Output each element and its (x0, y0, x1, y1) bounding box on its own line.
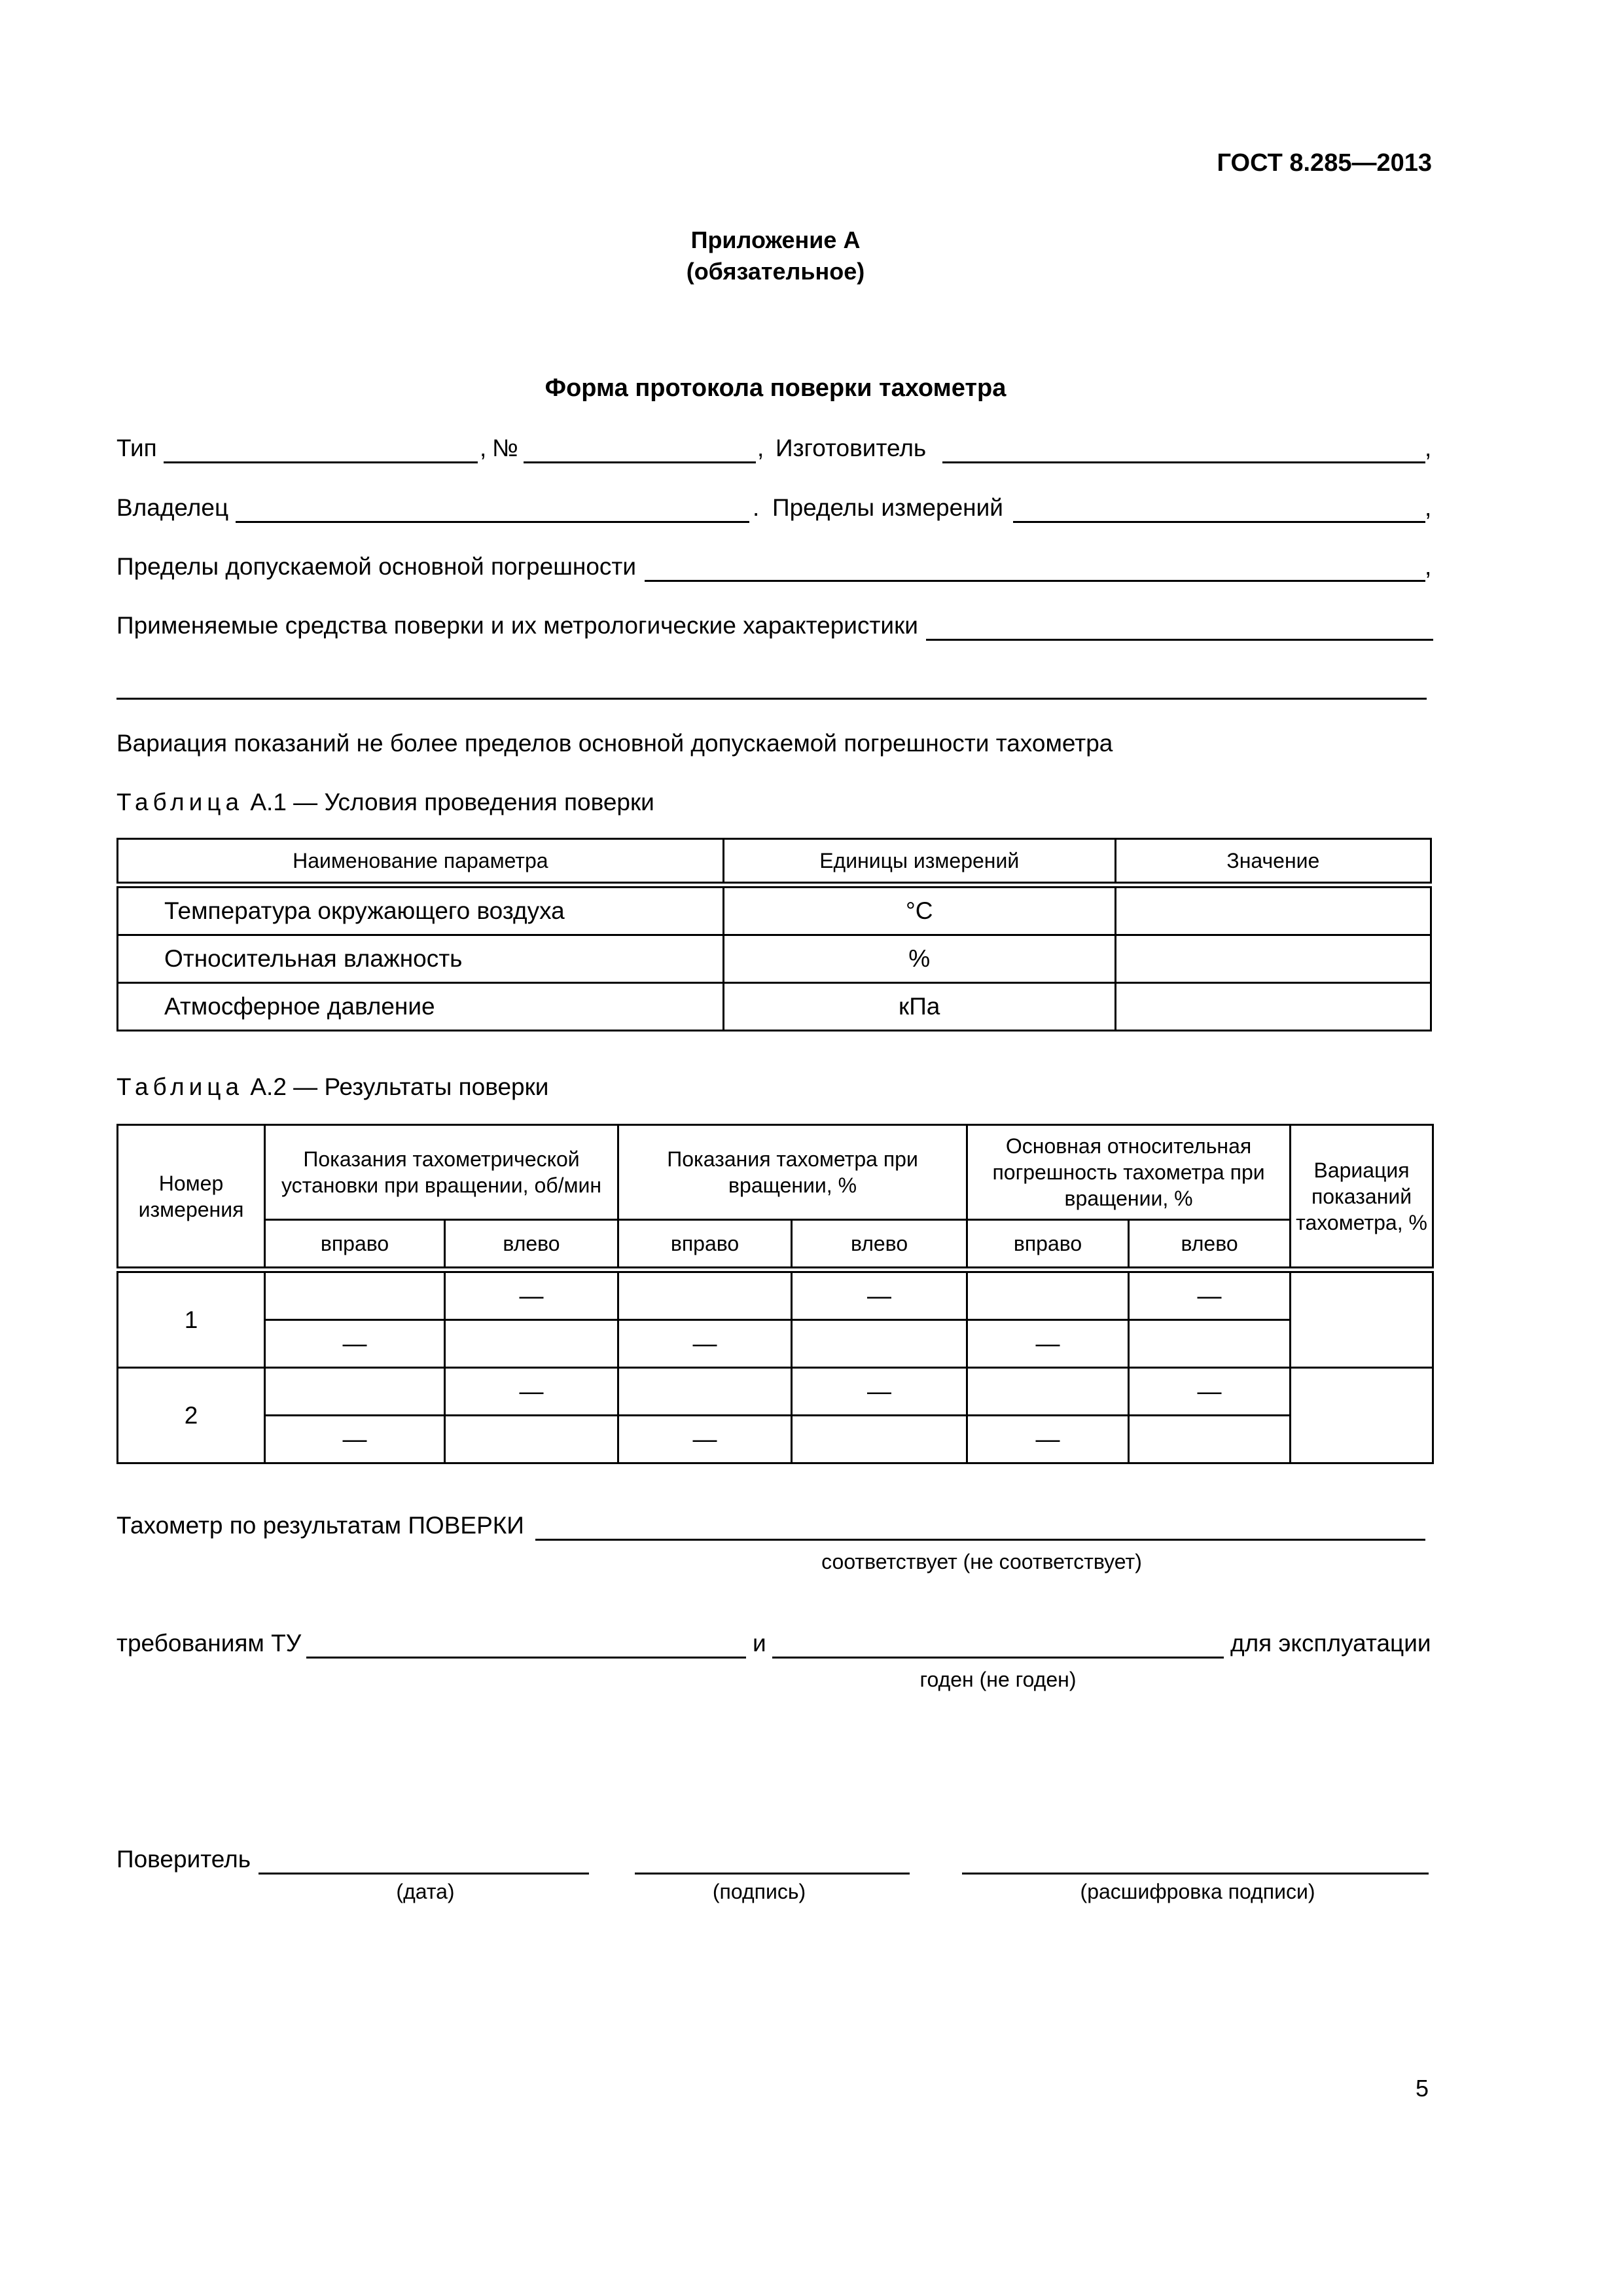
period-1: . (753, 494, 760, 521)
table-row (118, 885, 1431, 935)
table-row (118, 935, 1431, 983)
tools-label: Применяемые средства поверки и их метрологические характеристики (116, 612, 918, 639)
table2-header-tachometer: Показания тахометра при вращении, % (618, 1125, 967, 1220)
tools-field[interactable] (926, 639, 1433, 641)
dash-cell: — (445, 1368, 618, 1416)
fitness-hint: годен (не годен) (919, 1668, 1077, 1691)
comma-2: , (757, 435, 764, 461)
result-cell[interactable] (445, 1416, 618, 1463)
table1-row-unit: кПа (723, 983, 1115, 1031)
number-field[interactable] (524, 461, 756, 463)
table1-row-name: Атмосферное давление (118, 983, 724, 1031)
dash-cell: — (1129, 1368, 1291, 1416)
results-table (116, 1124, 1434, 1464)
dash-cell: — (265, 1416, 445, 1463)
table-row (118, 1320, 1433, 1368)
table1-row-value[interactable] (1115, 935, 1431, 983)
signature-field[interactable] (635, 1873, 910, 1874)
range-field[interactable] (1013, 521, 1425, 523)
result-cell[interactable] (265, 1270, 445, 1320)
table2-header-number: Номер измерения (118, 1125, 265, 1270)
result-cell[interactable] (618, 1270, 792, 1320)
table2-sub-left: влево (792, 1220, 967, 1270)
table1-row-name: Относительная влажность (118, 935, 724, 983)
type-label: Тип (116, 435, 157, 461)
table2-header-installation: Показания тахометрической установки при вращении, об/мин (265, 1125, 618, 1220)
name-decode-field[interactable] (962, 1873, 1429, 1874)
comma-4: , (1425, 494, 1432, 521)
result-hint: соответствует (не соответствует) (821, 1550, 1142, 1573)
variation-note: Вариация показаний не более пределов основной допускаемой погрешности тахометра (116, 730, 1113, 757)
dash-cell: — (792, 1368, 967, 1416)
conditions-table (116, 838, 1432, 1031)
dash-cell: — (1129, 1270, 1291, 1320)
result-cell[interactable] (265, 1368, 445, 1416)
table2-caption (116, 1073, 548, 1101)
appendix-status: (обязательное) (686, 258, 865, 285)
table-row (118, 1270, 1433, 1320)
variation-cell[interactable] (1291, 1368, 1433, 1463)
result-cell[interactable] (1129, 1320, 1291, 1368)
error-field[interactable] (645, 580, 1425, 582)
manufacturer-field[interactable] (942, 461, 1425, 463)
table1-row-unit: % (723, 935, 1115, 983)
table-row (118, 1416, 1433, 1463)
manufacturer-label: Изготовитель (776, 435, 927, 461)
comma-1: , (480, 435, 487, 461)
table1-row-value[interactable] (1115, 885, 1431, 935)
operation-label: для эксплуатации (1230, 1630, 1431, 1657)
number-label: № (492, 435, 518, 461)
result-cell[interactable] (1129, 1416, 1291, 1463)
table-row (118, 1368, 1433, 1416)
result-label: Тахометр по результатам ПОВЕРКИ (116, 1512, 524, 1539)
table2-caption-text: А.2 — Результаты поверки (243, 1073, 549, 1100)
table1-row-value[interactable] (1115, 983, 1431, 1031)
comma-3: , (1425, 435, 1432, 461)
table1-row-unit: °С (723, 885, 1115, 935)
dash-cell: — (792, 1270, 967, 1320)
result-cell[interactable] (445, 1320, 618, 1368)
table2-sub-right: вправо (967, 1220, 1129, 1270)
table1-header-parameter: Наименование параметра (118, 839, 724, 886)
name-decode-hint: (расшифровка подписи) (1080, 1880, 1315, 1903)
result-cell[interactable] (967, 1270, 1129, 1320)
result-cell[interactable] (967, 1368, 1129, 1416)
requirements-field[interactable] (306, 1657, 746, 1659)
signature-hint: (подпись) (712, 1880, 806, 1903)
range-label: Пределы измерений (772, 494, 1003, 521)
verifier-label: Поверитель (116, 1846, 251, 1873)
owner-label: Владелец (116, 494, 229, 521)
fitness-field[interactable] (772, 1657, 1224, 1659)
table2-sub-left: влево (445, 1220, 618, 1270)
dash-cell: — (618, 1320, 792, 1368)
date-hint: (дата) (396, 1880, 455, 1903)
table2-sub-right: вправо (265, 1220, 445, 1270)
error-label: Пределы допускаемой основной погрешности (116, 553, 637, 580)
comma-5: , (1425, 553, 1432, 580)
table1-row-name: Температура окружающего воздуха (118, 885, 724, 935)
table1-caption (116, 789, 654, 816)
document-code: ГОСТ 8.285—2013 (1217, 149, 1432, 177)
result-field[interactable] (535, 1539, 1425, 1541)
tools-field-continuation[interactable] (116, 698, 1427, 700)
table1-header-value: Значение (1115, 839, 1431, 886)
page-number: 5 (1416, 2075, 1429, 2102)
dash-cell: — (618, 1416, 792, 1463)
table-row (118, 983, 1431, 1031)
date-field[interactable] (259, 1873, 589, 1874)
result-cell[interactable] (792, 1320, 967, 1368)
dash-cell: — (967, 1416, 1129, 1463)
type-field[interactable] (164, 461, 478, 463)
result-cell[interactable] (792, 1416, 967, 1463)
table1-caption-text: А.1 — Условия проведения поверки (243, 789, 654, 816)
and-label: и (753, 1630, 766, 1657)
dash-cell: — (265, 1320, 445, 1368)
form-title: Форма протокола поверки тахометра (544, 374, 1007, 402)
table2-sub-left: влево (1129, 1220, 1291, 1270)
owner-field[interactable] (236, 521, 749, 523)
table2-sub-right: вправо (618, 1220, 792, 1270)
result-cell[interactable] (618, 1368, 792, 1416)
appendix-title: Приложение А (690, 226, 861, 253)
table2-header-error: Основная относительная погрешность тахометра при вращении, % (967, 1125, 1291, 1220)
dash-cell: — (967, 1320, 1129, 1368)
requirements-label: требованиям ТУ (116, 1630, 302, 1657)
variation-cell[interactable] (1291, 1270, 1433, 1368)
table1-caption-word: Таблица (116, 789, 244, 816)
dash-cell: — (445, 1270, 618, 1320)
measurement-number: 2 (118, 1368, 265, 1463)
table1-header-units: Единицы измерений (723, 839, 1115, 886)
table2-header-variation: Вариация показаний тахометра, % (1291, 1125, 1433, 1270)
measurement-number: 1 (118, 1270, 265, 1368)
table2-caption-word: Таблица (116, 1073, 244, 1100)
